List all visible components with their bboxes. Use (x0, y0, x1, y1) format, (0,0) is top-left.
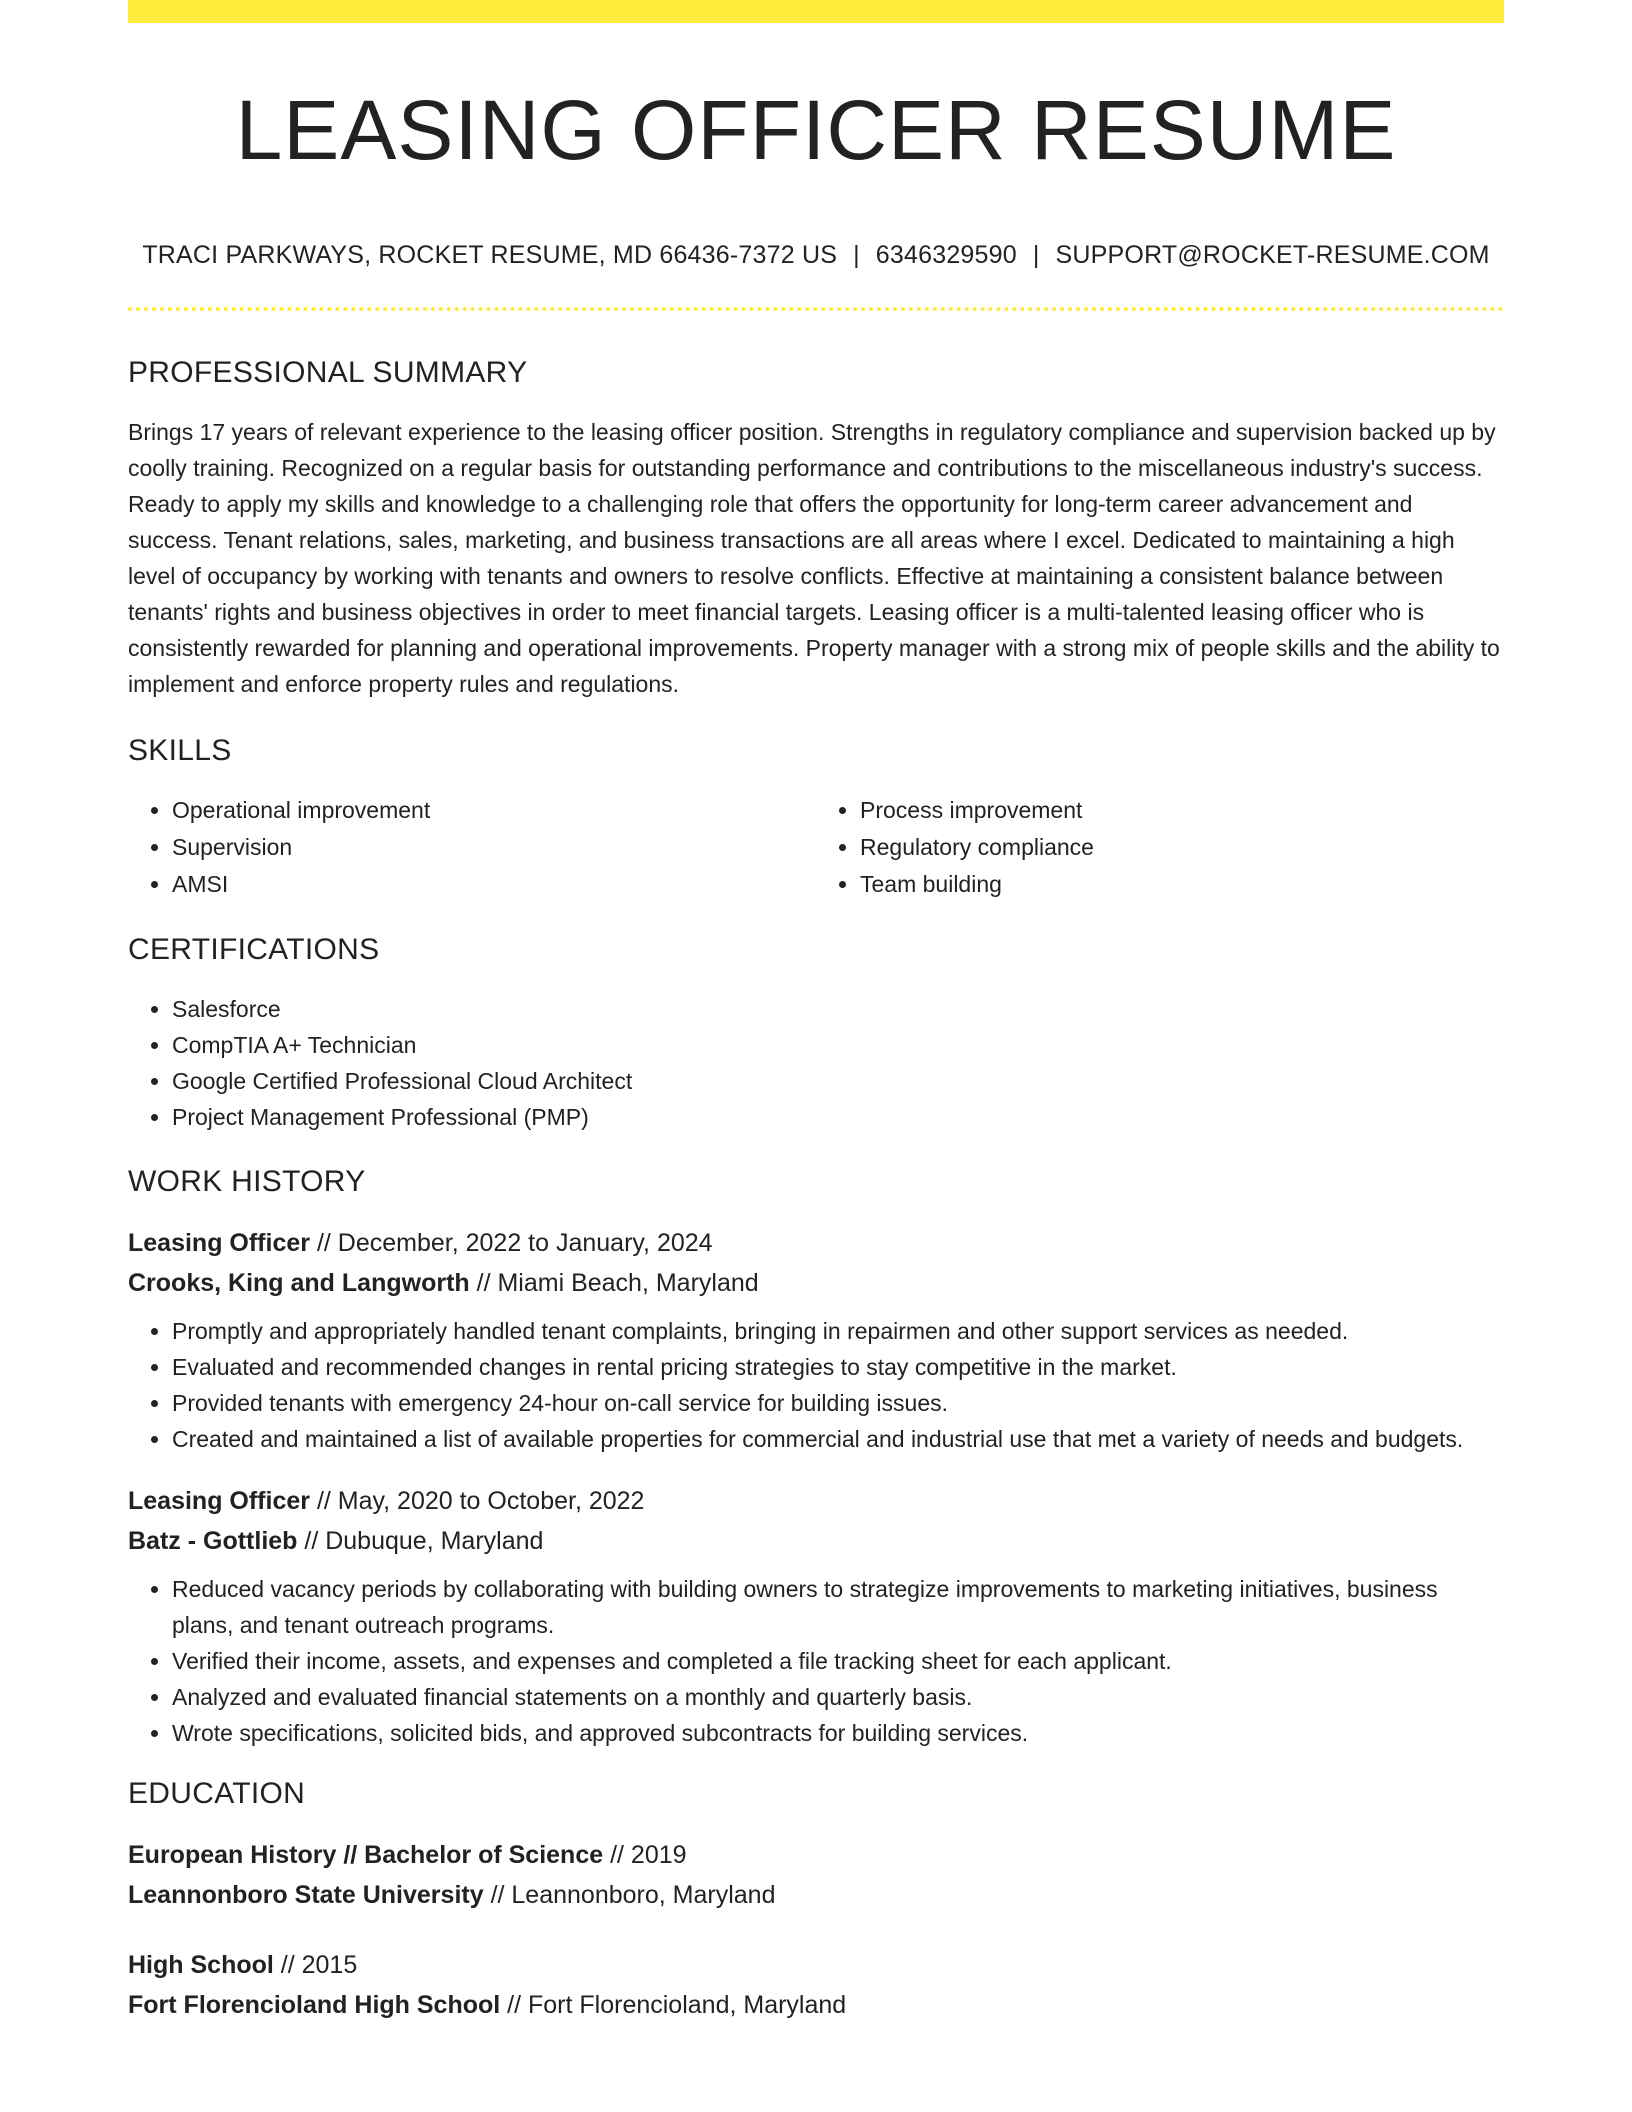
graduation-year: // 2015 (273, 1951, 358, 1979)
job-bullets (128, 1571, 1504, 1751)
resume-title: LEASING OFFICER RESUME (235, 83, 1397, 177)
job-bullet: • Evaluated and recommended changes in rental pricing strategies to stay competitive in the market. (172, 1349, 1504, 1385)
job-title: Leasing Officer (128, 1487, 310, 1515)
skills-section (128, 732, 1504, 903)
school-name: Fort Florencioland High School (128, 1991, 501, 2019)
education-entry (128, 1835, 1504, 1915)
certification-item: • CompTIA A+ Technician (172, 1027, 1504, 1063)
dotted-divider (128, 307, 1504, 311)
school-line (128, 1985, 1504, 2025)
job-entry (128, 1481, 1504, 1751)
resume-body (128, 354, 1504, 2055)
job-company: Batz - Gottlieb (128, 1527, 298, 1555)
job-location: // Miami Beach, Maryland (469, 1269, 759, 1297)
job-bullet: • Wrote specifications, solicited bids, and approved subcontracts for building services. (172, 1715, 1504, 1751)
skills-heading: SKILLS (128, 734, 232, 767)
graduation-year: // 2019 (603, 1841, 687, 1869)
skill-item: • Process improvement (860, 792, 1504, 829)
certifications-list (128, 991, 1504, 1135)
education-section (128, 1775, 1504, 2025)
skill-item: • Team building (860, 866, 1504, 903)
contact-address: TRACI PARKWAYS, ROCKET RESUME, MD 66436-7372 US (142, 241, 838, 269)
job-entry (128, 1223, 1504, 1457)
contact-separator: | (853, 241, 860, 269)
summary-text: Brings 17 years of relevant experience to the leasing officer position. Strengths in regulatory compliance and supervision backed up by coolly training. Recognized on a regular basis for outstanding performance and contributions to the miscellaneous industry's success. Ready to apply my skills and knowledge to a challenging role that offers the opportunity for long-term career advancement and success. Tenant relations, sales, marketing, and business transactions are all areas where I excel. Dedicated to maintaining a high level of occupancy by working with tenants and owners to resolve conflicts. Effective at maintaining a consistent balance between tenants' rights and business objectives in order to meet financial targets. Leasing officer is a multi-talented leasing officer who is consistently rewarded for planning and operational improvements. Property manager with a strong mix of people skills and the ability to implement and enforce property rules and regulations. (128, 419, 1500, 697)
certifications-heading: CERTIFICATIONS (128, 933, 380, 966)
work-history-section (128, 1163, 1504, 1751)
accent-bar (128, 0, 1504, 23)
school-name: Leannonboro State University (128, 1881, 484, 1909)
job-bullet: • Reduced vacancy periods by collaborating with building owners to strategize improvements to marketing initiatives, business plans, and tenant outreach programs. (172, 1571, 1504, 1643)
skill-item: • Supervision (172, 829, 816, 866)
work-history-heading: WORK HISTORY (128, 1165, 366, 1198)
skills-columns (128, 792, 1504, 903)
degree-line (128, 1835, 1504, 1875)
job-dates: // December, 2022 to January, 2024 (310, 1229, 713, 1257)
job-title: Leasing Officer (128, 1229, 310, 1257)
job-bullet: • Analyzed and evaluated financial statements on a monthly and quarterly basis. (172, 1679, 1504, 1715)
skills-left-list (128, 792, 816, 903)
certification-item: • Google Certified Professional Cloud Architect (172, 1063, 1504, 1099)
degree: European History // Bachelor of Science (128, 1841, 604, 1869)
job-bullet: • Created and maintained a list of available properties for commercial and industrial use that met a variety of needs and budgets. (172, 1421, 1504, 1457)
job-bullet: • Verified their income, assets, and expenses and completed a file tracking sheet for each applicant. (172, 1643, 1504, 1679)
certification-item: • Salesforce (172, 991, 1504, 1027)
job-bullets (128, 1313, 1504, 1457)
degree: High School (128, 1951, 274, 1979)
job-title-line (128, 1223, 1504, 1263)
job-bullet: • Provided tenants with emergency 24-hour on-call service for building issues. (172, 1385, 1504, 1421)
education-heading: EDUCATION (128, 1777, 306, 1810)
school-line (128, 1875, 1504, 1915)
summary-heading: PROFESSIONAL SUMMARY (128, 356, 528, 389)
degree-line (128, 1945, 1504, 1985)
job-title-line (128, 1481, 1504, 1521)
job-location: // Dubuque, Maryland (297, 1527, 544, 1555)
contact-phone: 6346329590 (875, 241, 1017, 269)
job-dates: // May, 2020 to October, 2022 (310, 1487, 645, 1515)
contact-email: SUPPORT@ROCKET-RESUME.COM (1055, 241, 1490, 269)
certification-item: • Project Management Professional (PMP) (172, 1099, 1504, 1135)
job-company-line (128, 1263, 1504, 1303)
job-bullet: • Promptly and appropriately handled tenant complaints, bringing in repairmen and other support services as needed. (172, 1313, 1504, 1349)
skill-item: • Regulatory compliance (860, 829, 1504, 866)
school-location: // Fort Florencioland, Maryland (500, 1991, 847, 2019)
job-company: Crooks, King and Langworth (128, 1269, 470, 1297)
education-entry (128, 1945, 1504, 2025)
school-location: // Leannonboro, Maryland (483, 1881, 776, 1909)
contact-separator: | (1032, 241, 1040, 269)
skill-item: • AMSI (172, 866, 816, 903)
summary-section (128, 354, 1504, 702)
skills-right-list (816, 792, 1504, 903)
certifications-section (128, 931, 1504, 1135)
skill-item: • Operational improvement (172, 792, 816, 829)
job-company-line (128, 1521, 1504, 1561)
contact-line (128, 238, 1504, 272)
